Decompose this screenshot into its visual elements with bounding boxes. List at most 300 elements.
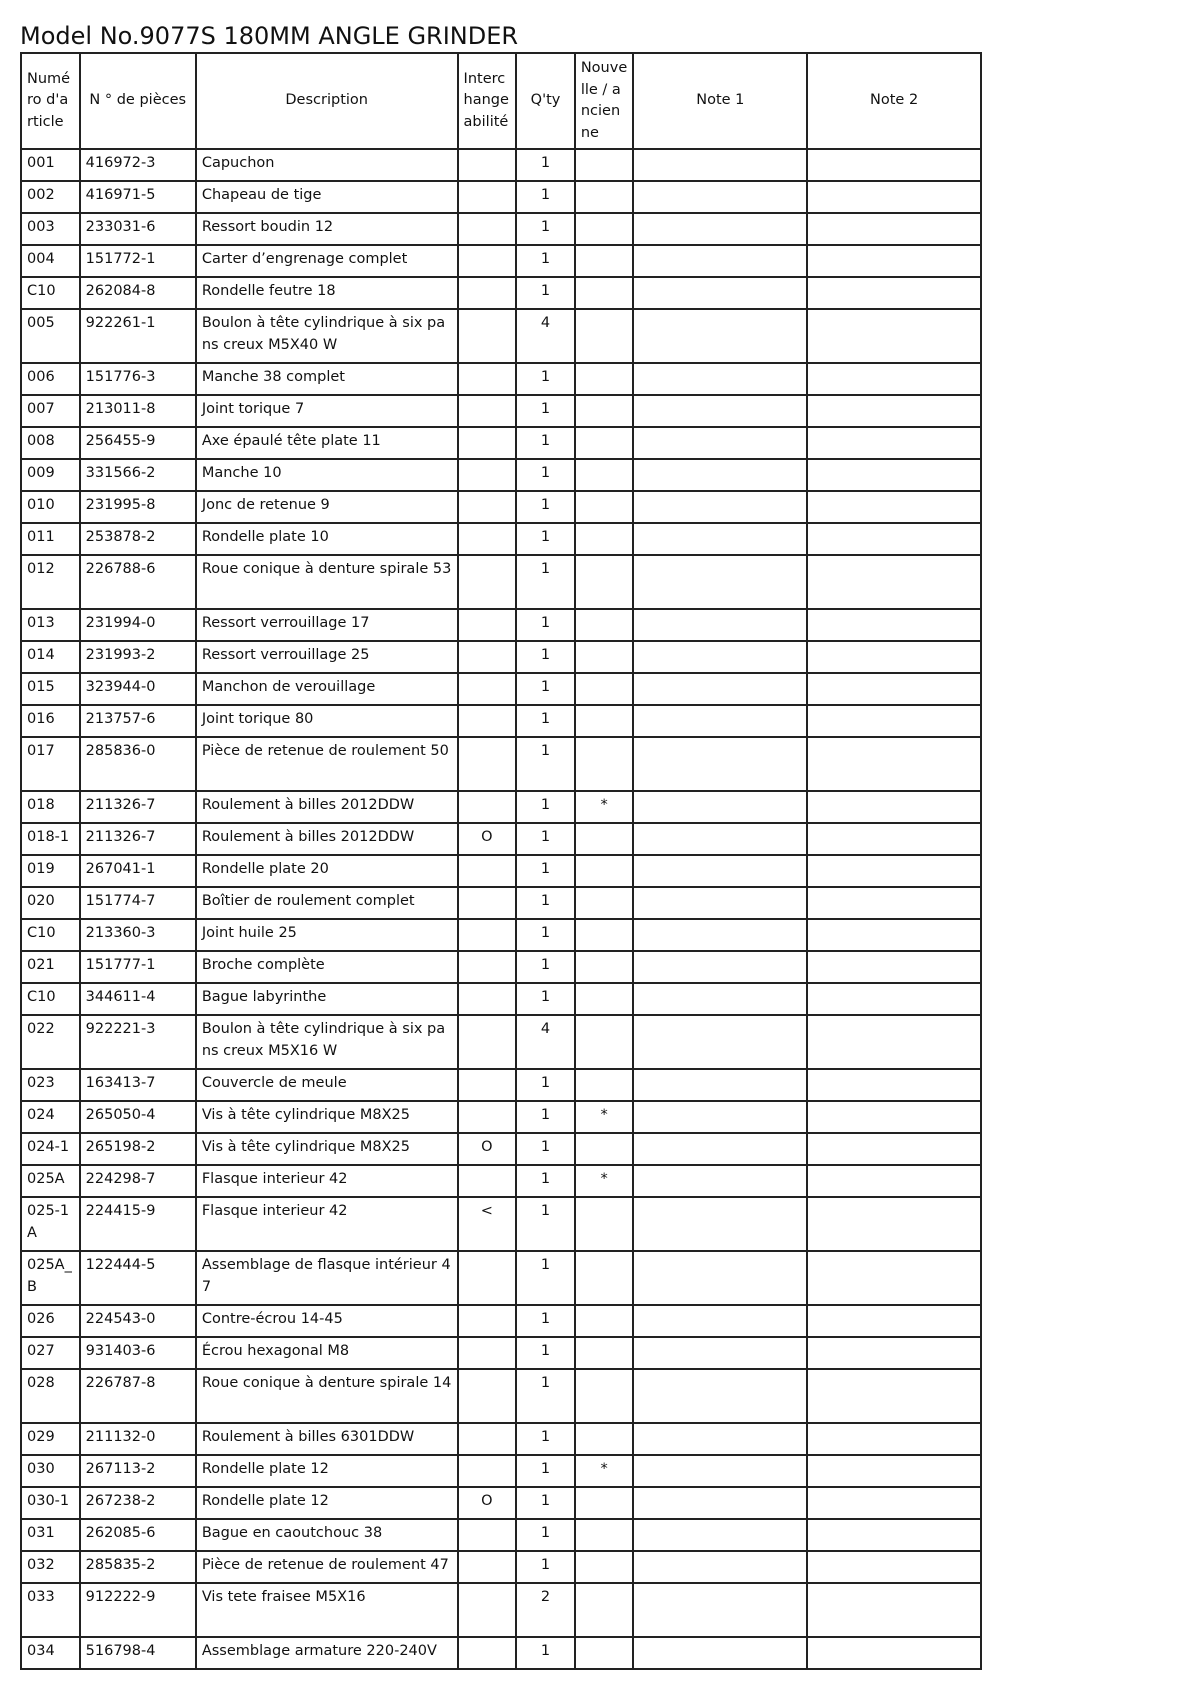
cell-note1 <box>633 149 807 181</box>
cell-note2 <box>807 181 981 213</box>
table-row <box>21 277 981 309</box>
table-row <box>21 1337 981 1369</box>
cell-qty: 1 <box>516 737 575 791</box>
cell-part-no: 224298-7 <box>80 1165 196 1197</box>
cell-new-old <box>575 1637 634 1669</box>
cell-qty: 1 <box>516 1455 575 1487</box>
cell-part-no: 931403-6 <box>80 1337 196 1369</box>
table-row <box>21 1369 981 1423</box>
cell-description: Vis à tête cylindrique M8X25 <box>196 1133 458 1165</box>
cell-description: Boîtier de roulement complet <box>196 887 458 919</box>
cell-interchangeability <box>458 1251 517 1305</box>
cell-new-old <box>575 1197 634 1251</box>
cell-part-no: 122444-5 <box>80 1251 196 1305</box>
cell-qty: 1 <box>516 395 575 427</box>
cell-interchangeability <box>458 149 517 181</box>
cell-note2 <box>807 427 981 459</box>
cell-part-no: 323944-0 <box>80 673 196 705</box>
cell-note1 <box>633 395 807 427</box>
cell-new-old <box>575 1551 634 1583</box>
cell-note2 <box>807 791 981 823</box>
cell-interchangeability <box>458 245 517 277</box>
cell-item-no: 011 <box>21 523 80 555</box>
table-row <box>21 1519 981 1551</box>
cell-interchangeability <box>458 1165 517 1197</box>
cell-note2 <box>807 855 981 887</box>
cell-note2 <box>807 1305 981 1337</box>
cell-description: Rondelle feutre 18 <box>196 277 458 309</box>
cell-note1 <box>633 791 807 823</box>
cell-part-no: 233031-6 <box>80 213 196 245</box>
cell-note2 <box>807 609 981 641</box>
cell-note1 <box>633 1069 807 1101</box>
cell-item-no: 033 <box>21 1583 80 1637</box>
cell-new-old <box>575 181 634 213</box>
cell-part-no: 253878-2 <box>80 523 196 555</box>
cell-new-old <box>575 673 634 705</box>
cell-note1 <box>633 1101 807 1133</box>
cell-new-old <box>575 523 634 555</box>
cell-description: Broche complète <box>196 951 458 983</box>
cell-interchangeability <box>458 737 517 791</box>
header-interchangeability: Interchangeabilité <box>458 53 517 149</box>
table-row <box>21 459 981 491</box>
cell-description: Carter d’engrenage complet <box>196 245 458 277</box>
cell-interchangeability <box>458 427 517 459</box>
cell-interchangeability: < <box>458 1197 517 1251</box>
cell-part-no: 344611-4 <box>80 983 196 1015</box>
cell-note1 <box>633 609 807 641</box>
cell-item-no: 025-1A <box>21 1197 80 1251</box>
cell-description: Contre-écrou 14-45 <box>196 1305 458 1337</box>
cell-qty: 1 <box>516 855 575 887</box>
cell-part-no: 231995-8 <box>80 491 196 523</box>
cell-note1 <box>633 1637 807 1669</box>
table-row <box>21 983 981 1015</box>
cell-note2 <box>807 523 981 555</box>
table-body <box>21 149 981 1669</box>
cell-description: Flasque interieur 42 <box>196 1165 458 1197</box>
table-row <box>21 791 981 823</box>
cell-new-old <box>575 395 634 427</box>
cell-new-old: * <box>575 1455 634 1487</box>
cell-qty: 1 <box>516 213 575 245</box>
cell-item-no: 020 <box>21 887 80 919</box>
cell-interchangeability <box>458 1583 517 1637</box>
table-row <box>21 181 981 213</box>
cell-item-no: C10 <box>21 277 80 309</box>
cell-new-old <box>575 491 634 523</box>
parts-table <box>20 52 982 1670</box>
cell-note1 <box>633 491 807 523</box>
cell-part-no: 231993-2 <box>80 641 196 673</box>
table-row <box>21 1069 981 1101</box>
cell-part-no: 213011-8 <box>80 395 196 427</box>
cell-note2 <box>807 213 981 245</box>
cell-item-no: 002 <box>21 181 80 213</box>
header-note1: Note 1 <box>633 53 807 149</box>
table-row <box>21 1015 981 1069</box>
cell-part-no: 211326-7 <box>80 791 196 823</box>
cell-part-no: 211326-7 <box>80 823 196 855</box>
table-row <box>21 1423 981 1455</box>
cell-new-old <box>575 1519 634 1551</box>
cell-description: Boulon à tête cylindrique à six pans creux M5X40 W <box>196 309 458 363</box>
cell-interchangeability <box>458 213 517 245</box>
cell-new-old <box>575 951 634 983</box>
cell-description: Bague en caoutchouc 38 <box>196 1519 458 1551</box>
cell-qty: 1 <box>516 245 575 277</box>
cell-new-old <box>575 309 634 363</box>
table-row <box>21 1637 981 1669</box>
cell-note2 <box>807 1369 981 1423</box>
cell-new-old <box>575 1487 634 1519</box>
table-row <box>21 823 981 855</box>
cell-item-no: 022 <box>21 1015 80 1069</box>
cell-item-no: 029 <box>21 1423 80 1455</box>
cell-note2 <box>807 887 981 919</box>
cell-description: Ressort boudin 12 <box>196 213 458 245</box>
cell-interchangeability <box>458 1551 517 1583</box>
cell-new-old <box>575 705 634 737</box>
cell-part-no: 231994-0 <box>80 609 196 641</box>
cell-interchangeability <box>458 1337 517 1369</box>
cell-interchangeability <box>458 459 517 491</box>
cell-part-no: 224415-9 <box>80 1197 196 1251</box>
cell-interchangeability <box>458 983 517 1015</box>
cell-qty: 1 <box>516 609 575 641</box>
cell-note2 <box>807 1551 981 1583</box>
cell-part-no: 922221-3 <box>80 1015 196 1069</box>
cell-description: Pièce de retenue de roulement 50 <box>196 737 458 791</box>
cell-description: Ressort verrouillage 25 <box>196 641 458 673</box>
cell-note2 <box>807 951 981 983</box>
cell-item-no: 024-1 <box>21 1133 80 1165</box>
cell-new-old: * <box>575 1165 634 1197</box>
cell-description: Rondelle plate 12 <box>196 1455 458 1487</box>
cell-new-old <box>575 855 634 887</box>
cell-interchangeability <box>458 309 517 363</box>
table-row <box>21 673 981 705</box>
cell-interchangeability <box>458 555 517 609</box>
cell-note1 <box>633 855 807 887</box>
cell-item-no: 013 <box>21 609 80 641</box>
cell-interchangeability <box>458 1423 517 1455</box>
cell-note1 <box>633 1423 807 1455</box>
cell-qty: 1 <box>516 1423 575 1455</box>
cell-note1 <box>633 1015 807 1069</box>
cell-note2 <box>807 1423 981 1455</box>
cell-qty: 1 <box>516 983 575 1015</box>
cell-note2 <box>807 1337 981 1369</box>
cell-note1 <box>633 245 807 277</box>
cell-description: Roue conique à denture spirale 14 <box>196 1369 458 1423</box>
cell-note1 <box>633 823 807 855</box>
cell-description: Assemblage armature 220-240V <box>196 1637 458 1669</box>
cell-item-no: 014 <box>21 641 80 673</box>
cell-item-no: C10 <box>21 983 80 1015</box>
cell-note1 <box>633 1251 807 1305</box>
cell-new-old <box>575 737 634 791</box>
cell-note1 <box>633 309 807 363</box>
table-row <box>21 1197 981 1251</box>
cell-note1 <box>633 1305 807 1337</box>
table-row <box>21 737 981 791</box>
cell-new-old <box>575 1337 634 1369</box>
cell-interchangeability <box>458 1101 517 1133</box>
cell-qty: 1 <box>516 523 575 555</box>
cell-part-no: 213360-3 <box>80 919 196 951</box>
cell-description: Bague labyrinthe <box>196 983 458 1015</box>
cell-qty: 1 <box>516 1369 575 1423</box>
cell-part-no: 262085-6 <box>80 1519 196 1551</box>
cell-item-no: 001 <box>21 149 80 181</box>
cell-note2 <box>807 1069 981 1101</box>
cell-description: Chapeau de tige <box>196 181 458 213</box>
cell-part-no: 285835-2 <box>80 1551 196 1583</box>
cell-note1 <box>633 1369 807 1423</box>
cell-qty: 1 <box>516 1487 575 1519</box>
table-row <box>21 309 981 363</box>
cell-item-no: 012 <box>21 555 80 609</box>
cell-part-no: 416972-3 <box>80 149 196 181</box>
cell-new-old <box>575 1133 634 1165</box>
cell-description: Vis tete fraisee M5X16 <box>196 1583 458 1637</box>
cell-new-old: * <box>575 1101 634 1133</box>
cell-interchangeability <box>458 951 517 983</box>
cell-qty: 4 <box>516 309 575 363</box>
cell-part-no: 267041-1 <box>80 855 196 887</box>
cell-new-old <box>575 1369 634 1423</box>
cell-item-no: 024 <box>21 1101 80 1133</box>
table-row <box>21 641 981 673</box>
table-header-row <box>21 53 981 149</box>
table-row <box>21 213 981 245</box>
cell-description: Rondelle plate 20 <box>196 855 458 887</box>
cell-part-no: 226788-6 <box>80 555 196 609</box>
cell-qty: 1 <box>516 1551 575 1583</box>
cell-note2 <box>807 277 981 309</box>
cell-qty: 1 <box>516 1197 575 1251</box>
table-row <box>21 1487 981 1519</box>
cell-note1 <box>633 887 807 919</box>
cell-qty: 1 <box>516 1637 575 1669</box>
cell-new-old <box>575 427 634 459</box>
cell-qty: 1 <box>516 1133 575 1165</box>
cell-note1 <box>633 277 807 309</box>
cell-qty: 1 <box>516 491 575 523</box>
cell-note1 <box>633 1337 807 1369</box>
cell-part-no: 151774-7 <box>80 887 196 919</box>
cell-new-old <box>575 1015 634 1069</box>
cell-description: Joint huile 25 <box>196 919 458 951</box>
cell-item-no: 030-1 <box>21 1487 80 1519</box>
cell-new-old <box>575 213 634 245</box>
cell-item-no: 030 <box>21 1455 80 1487</box>
cell-item-no: 027 <box>21 1337 80 1369</box>
cell-item-no: 006 <box>21 363 80 395</box>
cell-part-no: 163413-7 <box>80 1069 196 1101</box>
cell-qty: 1 <box>516 1069 575 1101</box>
cell-part-no: 256455-9 <box>80 427 196 459</box>
cell-description: Axe épaulé tête plate 11 <box>196 427 458 459</box>
cell-qty: 2 <box>516 1583 575 1637</box>
header-part-no: N ° de pièces <box>80 53 196 149</box>
header-note2: Note 2 <box>807 53 981 149</box>
cell-item-no: 003 <box>21 213 80 245</box>
cell-part-no: 912222-9 <box>80 1583 196 1637</box>
cell-new-old <box>575 609 634 641</box>
cell-note1 <box>633 1519 807 1551</box>
table-row <box>21 1251 981 1305</box>
cell-interchangeability <box>458 363 517 395</box>
cell-note2 <box>807 1583 981 1637</box>
cell-new-old <box>575 245 634 277</box>
cell-interchangeability <box>458 395 517 427</box>
cell-new-old <box>575 555 634 609</box>
cell-item-no: 031 <box>21 1519 80 1551</box>
cell-qty: 1 <box>516 459 575 491</box>
cell-note2 <box>807 1637 981 1669</box>
cell-description: Jonc de retenue 9 <box>196 491 458 523</box>
cell-note2 <box>807 641 981 673</box>
cell-part-no: 267238-2 <box>80 1487 196 1519</box>
cell-part-no: 213757-6 <box>80 705 196 737</box>
cell-note1 <box>633 737 807 791</box>
cell-qty: 1 <box>516 823 575 855</box>
cell-qty: 1 <box>516 555 575 609</box>
cell-description: Flasque interieur 42 <box>196 1197 458 1251</box>
cell-interchangeability: O <box>458 1487 517 1519</box>
cell-description: Roulement à billes 2012DDW <box>196 823 458 855</box>
cell-description: Roue conique à denture spirale 53 <box>196 555 458 609</box>
cell-part-no: 922261-1 <box>80 309 196 363</box>
cell-new-old <box>575 363 634 395</box>
cell-note1 <box>633 427 807 459</box>
cell-new-old <box>575 823 634 855</box>
cell-qty: 1 <box>516 791 575 823</box>
table-row <box>21 887 981 919</box>
cell-part-no: 285836-0 <box>80 737 196 791</box>
table-row <box>21 951 981 983</box>
cell-interchangeability <box>458 855 517 887</box>
document-title: Model No.9077S 180MM ANGLE GRINDER <box>20 22 519 50</box>
cell-note2 <box>807 705 981 737</box>
cell-item-no: 023 <box>21 1069 80 1101</box>
header-new-old: Nouvelle / ancienne <box>575 53 634 149</box>
cell-note2 <box>807 1015 981 1069</box>
cell-note1 <box>633 181 807 213</box>
cell-description: Rondelle plate 12 <box>196 1487 458 1519</box>
table-row <box>21 1101 981 1133</box>
cell-part-no: 211132-0 <box>80 1423 196 1455</box>
cell-qty: 1 <box>516 705 575 737</box>
cell-new-old <box>575 641 634 673</box>
cell-item-no: 004 <box>21 245 80 277</box>
cell-qty: 1 <box>516 181 575 213</box>
cell-interchangeability <box>458 673 517 705</box>
cell-description: Joint torique 7 <box>196 395 458 427</box>
cell-part-no: 331566-2 <box>80 459 196 491</box>
cell-item-no: 025A <box>21 1165 80 1197</box>
cell-interchangeability <box>458 919 517 951</box>
cell-note2 <box>807 245 981 277</box>
cell-new-old <box>575 1069 634 1101</box>
cell-new-old <box>575 1423 634 1455</box>
cell-note2 <box>807 673 981 705</box>
cell-part-no: 226787-8 <box>80 1369 196 1423</box>
cell-part-no: 516798-4 <box>80 1637 196 1669</box>
cell-interchangeability <box>458 887 517 919</box>
cell-note1 <box>633 951 807 983</box>
cell-description: Couvercle de meule <box>196 1069 458 1101</box>
cell-item-no: C10 <box>21 919 80 951</box>
cell-note1 <box>633 523 807 555</box>
cell-note2 <box>807 919 981 951</box>
table-row <box>21 245 981 277</box>
cell-description: Ressort verrouillage 17 <box>196 609 458 641</box>
cell-note1 <box>633 983 807 1015</box>
cell-note1 <box>633 705 807 737</box>
cell-note2 <box>807 149 981 181</box>
cell-note1 <box>633 641 807 673</box>
cell-note1 <box>633 555 807 609</box>
cell-description: Pièce de retenue de roulement 47 <box>196 1551 458 1583</box>
cell-interchangeability <box>458 1305 517 1337</box>
cell-description: Capuchon <box>196 149 458 181</box>
cell-note2 <box>807 1251 981 1305</box>
cell-interchangeability <box>458 1069 517 1101</box>
table-row <box>21 855 981 887</box>
table-row <box>21 1583 981 1637</box>
cell-description: Rondelle plate 10 <box>196 523 458 555</box>
cell-item-no: 034 <box>21 1637 80 1669</box>
cell-interchangeability <box>458 1369 517 1423</box>
cell-interchangeability <box>458 277 517 309</box>
cell-qty: 1 <box>516 887 575 919</box>
cell-new-old <box>575 1251 634 1305</box>
cell-interchangeability <box>458 1637 517 1669</box>
cell-item-no: 032 <box>21 1551 80 1583</box>
header-description: Description <box>196 53 458 149</box>
cell-part-no: 416971-5 <box>80 181 196 213</box>
cell-new-old <box>575 887 634 919</box>
cell-description: Manche 10 <box>196 459 458 491</box>
cell-note1 <box>633 1551 807 1583</box>
table-row <box>21 555 981 609</box>
cell-note2 <box>807 1455 981 1487</box>
cell-item-no: 026 <box>21 1305 80 1337</box>
cell-qty: 1 <box>516 363 575 395</box>
cell-item-no: 025A_B <box>21 1251 80 1305</box>
cell-interchangeability <box>458 523 517 555</box>
cell-qty: 1 <box>516 427 575 459</box>
cell-note2 <box>807 363 981 395</box>
cell-qty: 1 <box>516 951 575 983</box>
table-row <box>21 919 981 951</box>
table-row <box>21 491 981 523</box>
cell-new-old <box>575 1305 634 1337</box>
cell-note1 <box>633 1165 807 1197</box>
cell-qty: 4 <box>516 1015 575 1069</box>
cell-description: Manche 38 complet <box>196 363 458 395</box>
cell-note2 <box>807 1165 981 1197</box>
cell-interchangeability <box>458 609 517 641</box>
cell-qty: 1 <box>516 1101 575 1133</box>
cell-note1 <box>633 673 807 705</box>
cell-item-no: 010 <box>21 491 80 523</box>
cell-note2 <box>807 491 981 523</box>
